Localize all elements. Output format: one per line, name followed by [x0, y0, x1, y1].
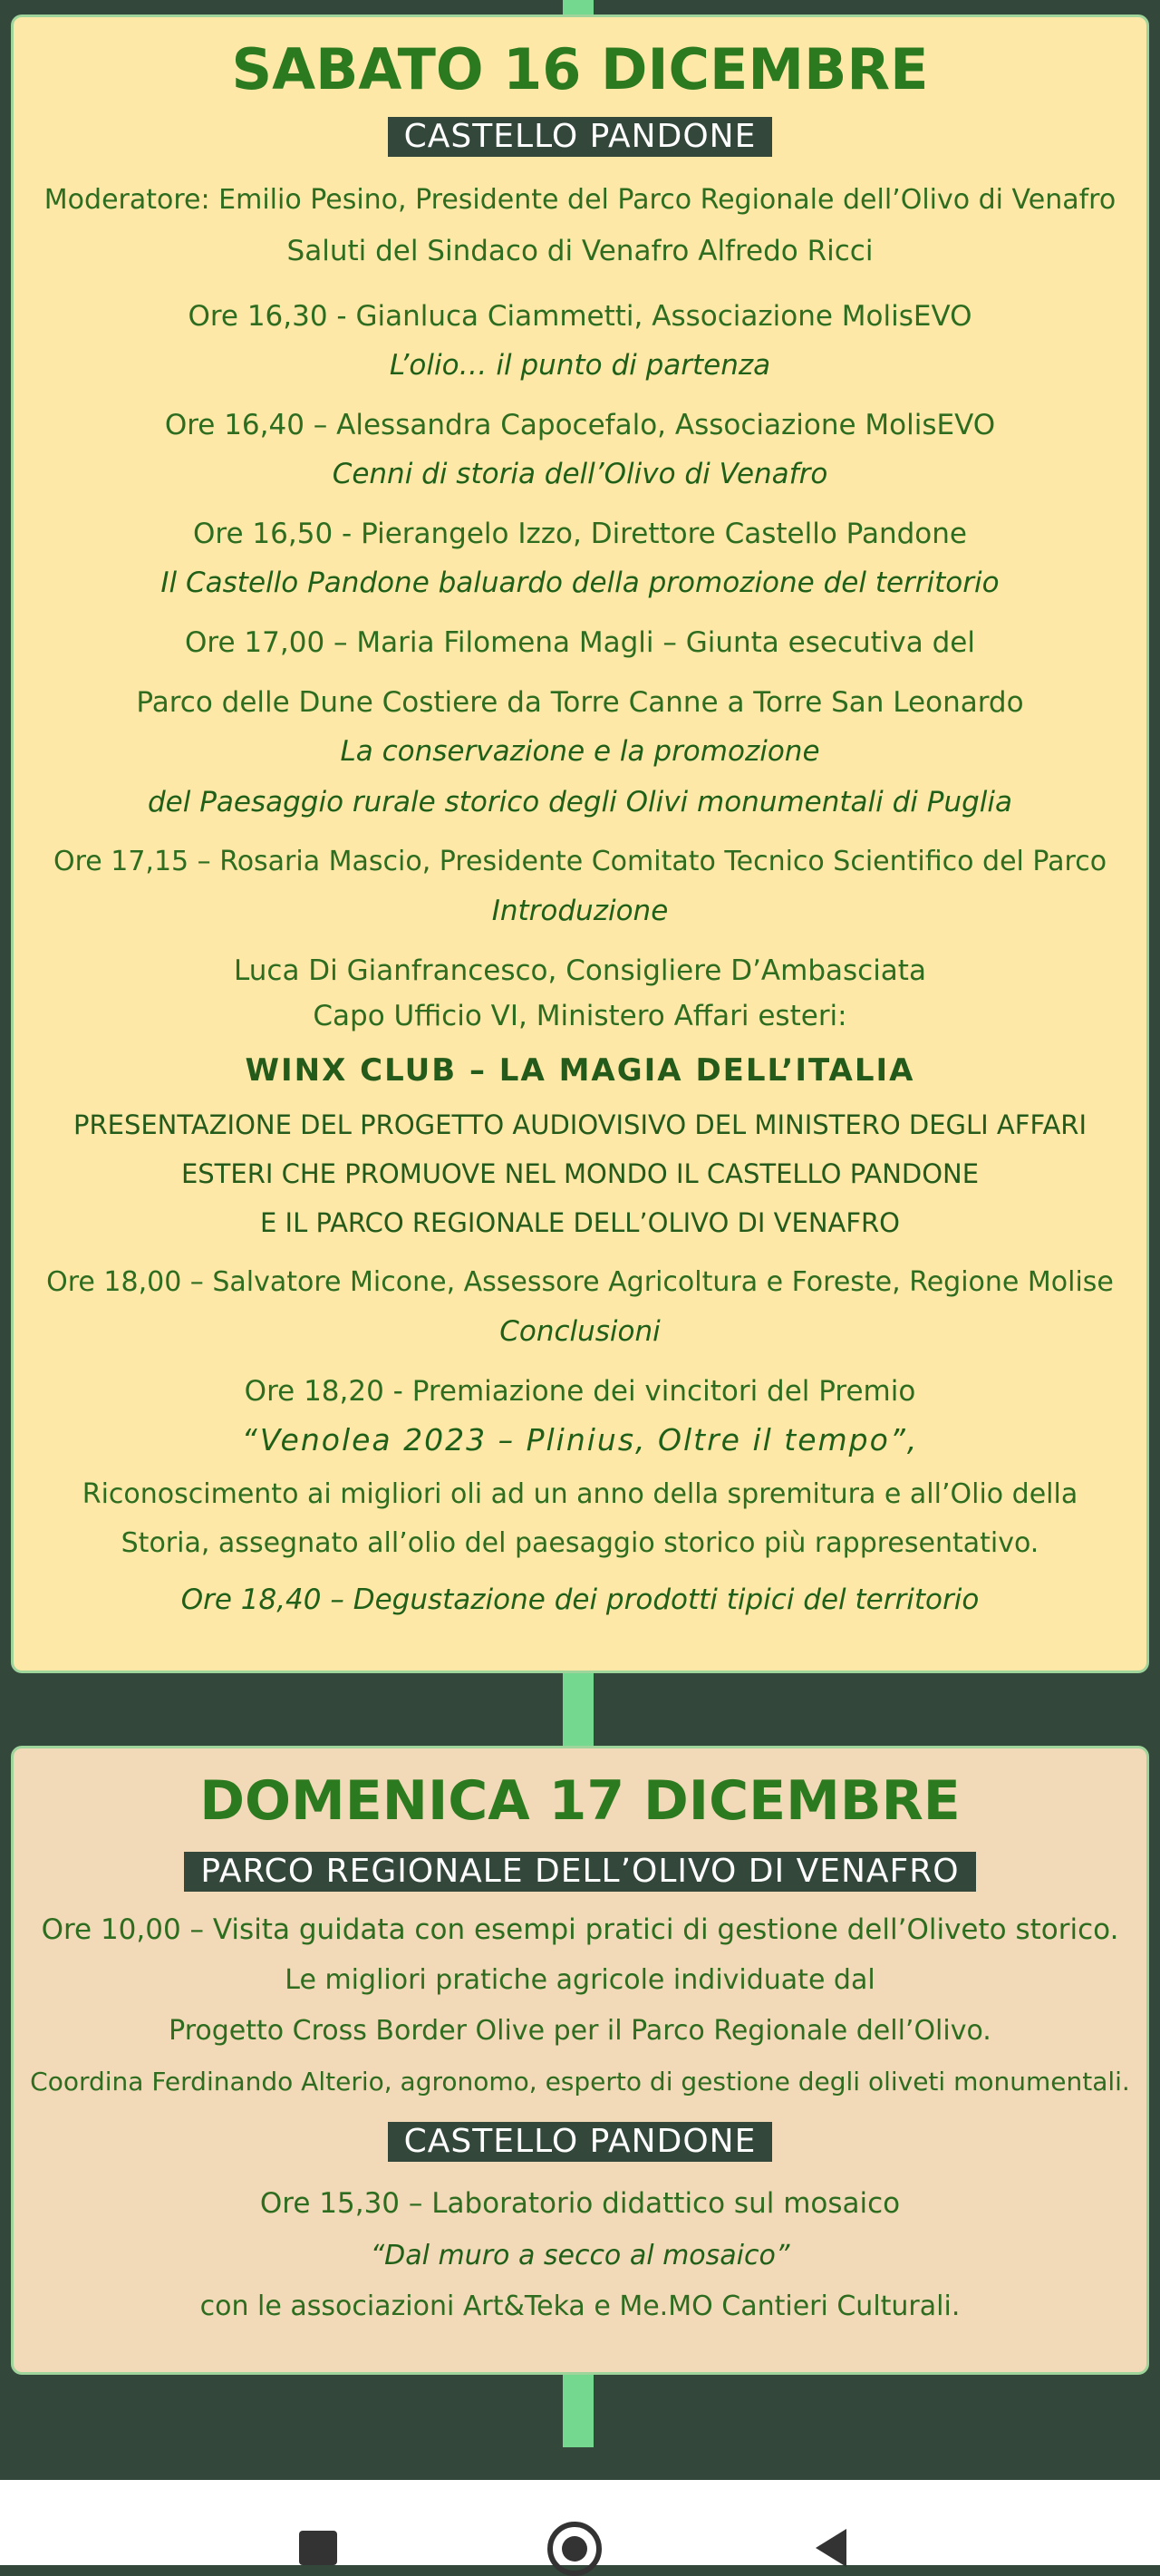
moderator-line: Moderatore: Emilio Pesino, Presidente del Parco Regionale dell’Olivo di Venafro	[44, 184, 1116, 216]
talk-1700-title-2: del Paesaggio rurale storico degli Olivi monumentali di Puglia	[147, 786, 1013, 818]
workshop-line: Ore 15,30 – Laboratorio didattico sul mosaico	[259, 2187, 901, 2220]
award-desc-2: Storia, assegnato all’olio del paesaggio storico più rappresentativo.	[121, 1527, 1039, 1559]
talk-1650-title: Il Castello Pandone baluardo della promozione del territorio	[160, 567, 1000, 599]
talk-1630-title: L’olio… il punto di partenza	[389, 349, 771, 382]
talk-1715-speaker: Ore 17,15 – Rosaria Mascio, Presidente Comitato Tecnico Scientifico del Parco	[53, 846, 1107, 877]
tasting-line: Ore 18,40 – Degustazione dei prodotti tipici del territorio	[180, 1583, 980, 1616]
talk-1650-speaker: Ore 16,50 - Pierangelo Izzo, Direttore Castello Pandone	[193, 518, 967, 550]
saturday-title: SABATO 16 DICEMBRE	[231, 36, 929, 102]
system-navigation-bar	[0, 2480, 1160, 2565]
ministry-role: Capo Ufficio VI, Ministero Affari esteri:	[313, 1000, 847, 1032]
talk-1800-speaker: Ore 18,00 – Salvatore Micone, Assessore Agricoltura e Foreste, Regione Molise	[46, 1266, 1114, 1298]
workshop-partners: con le associazioni Art&Teka e Me.MO Cantieri Culturali.	[199, 2290, 961, 2322]
talk-1640-title: Cenni di storia dell’Olivo di Venafro	[332, 458, 828, 490]
sunday-title: DOMENICA 17 DICEMBRE	[199, 1769, 961, 1833]
sunday-program-card	[11, 1746, 1149, 2375]
practices-line-1: Le migliori pratiche agricole individuate dal	[285, 1964, 875, 1996]
award-line: Ore 18,20 - Premiazione dei vincitori del Premio	[244, 1375, 916, 1408]
talk-1700-affiliation: Parco delle Dune Costiere da Torre Canne a Torre San Leonardo	[136, 686, 1024, 719]
greetings-line: Saluti del Sindaco di Venafro Alfredo Ricci	[286, 235, 874, 267]
connector-middle	[563, 1673, 594, 1748]
home-icon[interactable]	[547, 2522, 602, 2576]
visit-line: Ore 10,00 – Visita guidata con esempi pratici di gestione dell’Oliveto storico.	[41, 1913, 1119, 1946]
presentation-line-3: E IL PARCO REGIONALE DELL’OLIVO DI VENAFRO	[259, 1207, 901, 1238]
sunday-venue-badge-castle: CASTELLO PANDONE	[388, 2122, 773, 2162]
sunday-venue-badge-park: PARCO REGIONALE DELL’OLIVO DI VENAFRO	[184, 1852, 975, 1892]
recent-apps-icon[interactable]	[299, 2531, 337, 2565]
talk-1800-title: Conclusioni	[499, 1315, 661, 1348]
workshop-title: “Dal muro a secco al mosaico”	[370, 2240, 790, 2271]
presentation-line-2: ESTERI CHE PROMUOVE NEL MONDO IL CASTELLO PANDONE	[180, 1158, 980, 1189]
back-icon[interactable]	[810, 2525, 852, 2571]
saturday-venue-badge: CASTELLO PANDONE	[388, 117, 773, 157]
award-title: “Venolea 2023 – Plinius, Oltre il tempo”,	[241, 1422, 919, 1457]
talk-1715-title: Introduzione	[491, 895, 669, 927]
practices-line-2: Progetto Cross Border Olive per il Parco Regionale dell’Olivo.	[169, 2015, 991, 2047]
winx-club-heading: WINX CLUB – LA MAGIA DELL’ITALIA	[245, 1052, 915, 1089]
talk-1630-speaker: Ore 16,30 - Gianluca Ciammetti, Associazione MolisEVO	[188, 300, 972, 333]
talk-1700-speaker: Ore 17,00 – Maria Filomena Magli – Giunta esecutiva del	[185, 626, 975, 659]
coordinator-line: Coordina Ferdinando Alterio, agronomo, esperto di gestione degli oliveti monumentali.	[30, 2067, 1130, 2097]
presentation-line-1: PRESENTAZIONE DEL PROGETTO AUDIOVISIVO DEL MINISTERO DEGLI AFFARI	[72, 1109, 1088, 1140]
connector-bottom	[563, 2373, 594, 2447]
ministry-speaker: Luca Di Gianfrancesco, Consigliere D’Ambasciata	[234, 954, 926, 987]
talk-1700-title-1: La conservazione e la promozione	[340, 735, 820, 768]
talk-1640-speaker: Ore 16,40 – Alessandra Capocefalo, Associazione MolisEVO	[164, 409, 996, 441]
award-desc-1: Riconoscimento ai migliori oli ad un anno della spremitura e all’Olio della	[82, 1478, 1078, 1510]
saturday-program-card	[11, 15, 1149, 1673]
